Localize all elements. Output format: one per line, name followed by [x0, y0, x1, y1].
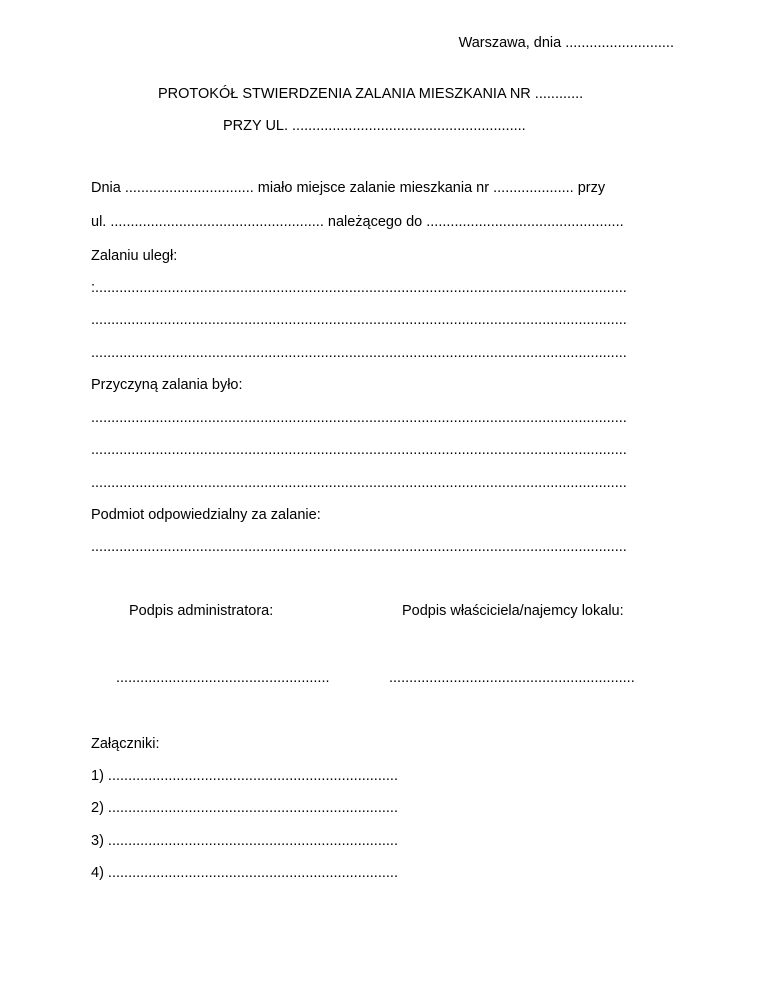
attachments-label: Załączniki: [91, 736, 160, 752]
sentence-line-1: Dnia ................................ miało miejsce zalanie mieszkania nr .................... przy [91, 180, 606, 196]
admin-signature-label: Podpis administratora: [129, 603, 274, 619]
attachment-item: 3) ........................................................................ [91, 833, 398, 849]
damaged-line: ..................................................................................................................................... [91, 346, 627, 361]
document-title: PROTOKÓŁ STWIERDZENIA ZALANIA MIESZKANIA NR ............ [158, 86, 584, 102]
responsible-line: ..................................................................................................................................... [91, 540, 627, 555]
owner-signature-line: ............................................................. [389, 670, 635, 686]
attachment-item: 1) ........................................................................ [91, 768, 398, 784]
cause-line: ..................................................................................................................................... [91, 476, 627, 491]
document-title-street: PRZY UL. .......................................................... [223, 118, 526, 134]
attachment-item: 2) ........................................................................ [91, 800, 398, 816]
place-date: Warszawa, dnia ........................... [458, 35, 674, 51]
responsible-label: Podmiot odpowiedzialny za zalanie: [91, 507, 321, 523]
damaged-label: Zalaniu uległ: [91, 248, 178, 264]
sentence-line-2: ul. ..................................................... należącego do ................................................. [91, 214, 624, 230]
cause-line: ..................................................................................................................................... [91, 443, 627, 458]
owner-signature-label: Podpis właściciela/najemcy lokalu: [402, 603, 624, 619]
attachment-item: 4) ........................................................................ [91, 865, 398, 881]
cause-line: ..................................................................................................................................... [91, 411, 627, 426]
cause-label: Przyczyną zalania było: [91, 377, 243, 393]
admin-signature-line: ..................................................... [116, 670, 330, 686]
damaged-line: ..................................................................................................................................... [91, 313, 627, 328]
damaged-line: :.................................................................................................................................... [91, 281, 627, 296]
